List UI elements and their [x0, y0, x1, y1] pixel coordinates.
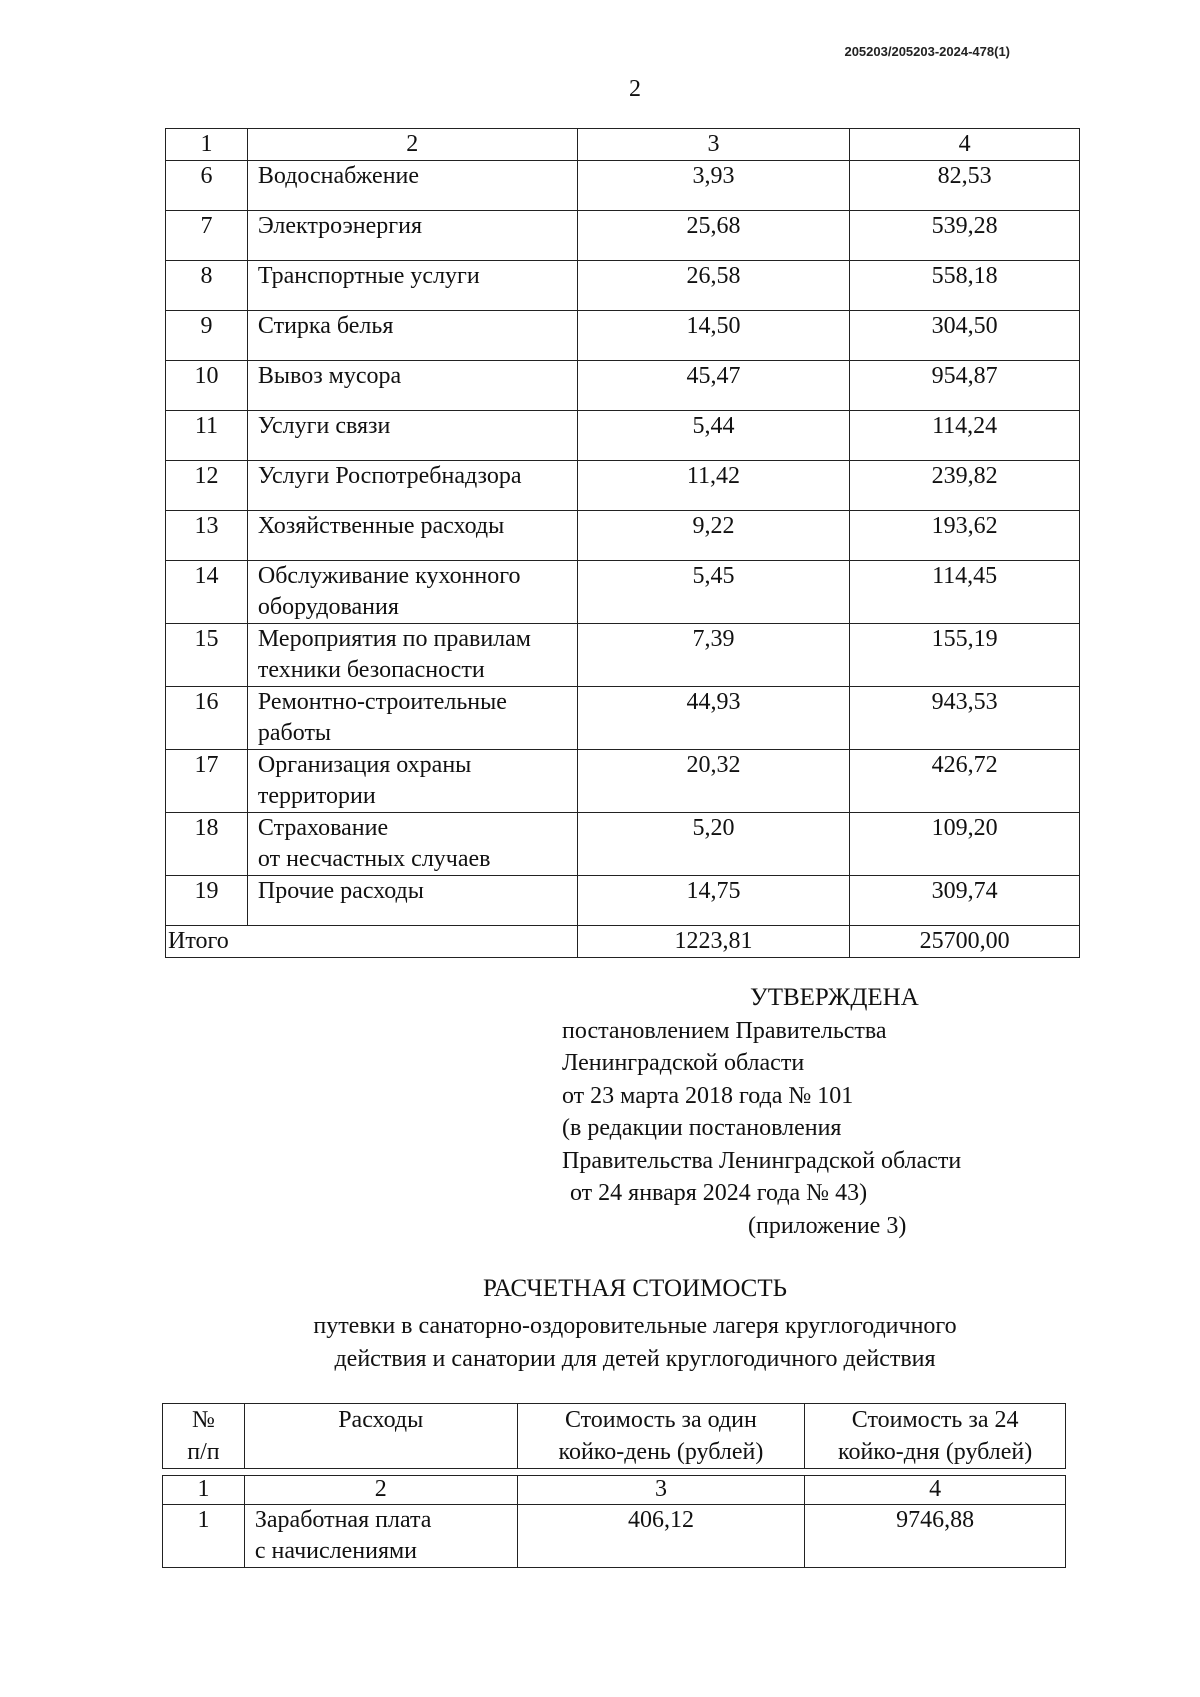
row-number: 7 — [166, 211, 248, 261]
cost-total: 539,28 — [850, 211, 1080, 261]
approval-line: от 24 января 2024 года № 43) — [570, 1180, 868, 1206]
cost-per-day: 14,75 — [577, 876, 850, 926]
approval-line: Правительства Ленинградской области — [562, 1147, 962, 1174]
table-row — [166, 361, 1080, 411]
row-number: 19 — [166, 876, 248, 926]
expense-name: Прочие расходы — [247, 876, 577, 926]
table-row — [163, 1505, 1066, 1568]
expense-name: Вывоз мусора — [247, 361, 577, 411]
col-number: 4 — [850, 129, 1080, 161]
cost-per-day: 3,93 — [577, 161, 850, 211]
cost-total: 426,72 — [850, 750, 1080, 813]
col-number: 3 — [577, 129, 850, 161]
cost-per-day: 11,42 — [577, 461, 850, 511]
expense-name: Обслуживание кухонного оборудования — [247, 561, 577, 624]
table-row — [166, 750, 1080, 813]
expense-name: Ремонтно-строительные работы — [247, 687, 577, 750]
table-row — [166, 511, 1080, 561]
approval-line: Ленинградской области — [562, 1050, 805, 1076]
cost-per-day: 5,44 — [577, 411, 850, 461]
row-number: 6 — [166, 161, 248, 211]
table-row — [166, 411, 1080, 461]
row-number: 15 — [166, 624, 248, 687]
row-number: 18 — [166, 813, 248, 876]
table-row — [166, 261, 1080, 311]
expense-name: Стирка белья — [247, 311, 577, 361]
cost-table — [162, 1475, 1066, 1568]
col-number: 1 — [166, 129, 248, 161]
total-sum: 25700,00 — [850, 926, 1080, 958]
col-number: 2 — [244, 1476, 517, 1505]
cost-per-day: 7,39 — [577, 624, 850, 687]
expense-name: Услуги связи — [247, 411, 577, 461]
expense-name: Транспортные услуги — [247, 261, 577, 311]
cost-total: 558,18 — [850, 261, 1080, 311]
cost-total: 193,62 — [850, 511, 1080, 561]
cost-per-day: 5,45 — [577, 561, 850, 624]
cost-per-day: 44,93 — [577, 687, 850, 750]
expense-name: Услуги Роспотребнадзора — [247, 461, 577, 511]
table-row — [166, 876, 1080, 926]
cost-total: 155,19 — [850, 624, 1080, 687]
appendix-note: (приложение 3) — [748, 1212, 907, 1239]
cost-total: 943,53 — [850, 687, 1080, 750]
approval-line: от 23 марта 2018 года № 101 — [562, 1082, 854, 1109]
total-per-day: 1223,81 — [577, 926, 850, 958]
row-number: 12 — [166, 461, 248, 511]
table-row — [166, 161, 1080, 211]
expense-name: Заработная плата с начислениями — [244, 1505, 517, 1568]
cost-per-day: 25,68 — [577, 211, 850, 261]
col-number: 4 — [805, 1476, 1066, 1505]
table-row — [166, 813, 1080, 876]
document-subtitle: путевки в санаторно-оздоровительные лагеря круглогодичного действия и санатории для детей круглогодичного действия — [313, 1313, 957, 1372]
cost-table-column-headers — [162, 1403, 1066, 1469]
cost-per-day: 14,50 — [577, 311, 850, 361]
row-number: 13 — [166, 511, 248, 561]
cost-total: 82,53 — [850, 161, 1080, 211]
cost-per-day: 45,47 — [577, 361, 850, 411]
table-row — [166, 461, 1080, 511]
approval-block — [562, 982, 961, 1242]
row-number: 11 — [166, 411, 248, 461]
row-number: 17 — [166, 750, 248, 813]
expense-name: Организация охраны территории — [247, 750, 577, 813]
expense-name: Электроэнергия — [247, 211, 577, 261]
cost-total: 114,24 — [850, 411, 1080, 461]
col-number: 3 — [517, 1476, 805, 1505]
row-number: 14 — [166, 561, 248, 624]
cost-per-day: 406,12 — [517, 1505, 805, 1568]
cost-total: 9746,88 — [805, 1505, 1066, 1568]
table-row — [166, 311, 1080, 361]
expense-name: Водоснабжение — [247, 161, 577, 211]
cost-table-continuation — [165, 128, 1080, 958]
table-header-row — [166, 129, 1080, 161]
cost-total: 309,74 — [850, 876, 1080, 926]
col-header-cost-per-day: Стоимость за один койко-день (рублей) — [517, 1404, 805, 1469]
table-header-row — [163, 1476, 1066, 1505]
approval-heading: УТВЕРЖДЕНА — [750, 984, 919, 1011]
row-number: 8 — [166, 261, 248, 311]
approval-line: (в редакции постановления — [562, 1115, 842, 1141]
document-title: РАСЧЕТНАЯ СТОИМОСТЬ — [482, 1275, 787, 1302]
total-label: Итого — [166, 926, 578, 958]
cost-per-day: 5,20 — [577, 813, 850, 876]
cost-per-day: 26,58 — [577, 261, 850, 311]
cost-per-day: 9,22 — [577, 511, 850, 561]
expense-name: Мероприятия по правилам техники безопасности — [247, 624, 577, 687]
col-header-expenses: Расходы — [244, 1404, 517, 1469]
row-number: 10 — [166, 361, 248, 411]
table-row — [166, 687, 1080, 750]
cost-total: 954,87 — [850, 361, 1080, 411]
expense-name: Страхование от несчастных случаев — [247, 813, 577, 876]
row-number: 9 — [166, 311, 248, 361]
page-number: 2 — [629, 76, 641, 102]
cost-total: 109,20 — [850, 813, 1080, 876]
col-number: 2 — [247, 129, 577, 161]
table-row — [166, 561, 1080, 624]
col-header-cost-24-days: Стоимость за 24 койко-дня (рублей) — [805, 1404, 1066, 1469]
expense-name: Хозяйственные расходы — [247, 511, 577, 561]
document-id: 205203/205203-2024-478(1) — [844, 44, 1010, 59]
total-row — [166, 926, 1080, 958]
cost-total: 304,50 — [850, 311, 1080, 361]
cost-total: 114,45 — [850, 561, 1080, 624]
cost-total: 239,82 — [850, 461, 1080, 511]
table-row — [166, 211, 1080, 261]
col-number: 1 — [163, 1476, 245, 1505]
col-header-number: № п/п — [163, 1404, 245, 1469]
row-number: 1 — [163, 1505, 245, 1568]
cost-per-day: 20,32 — [577, 750, 850, 813]
approval-line: постановлением Правительства — [562, 1017, 887, 1044]
table-row — [166, 624, 1080, 687]
row-number: 16 — [166, 687, 248, 750]
